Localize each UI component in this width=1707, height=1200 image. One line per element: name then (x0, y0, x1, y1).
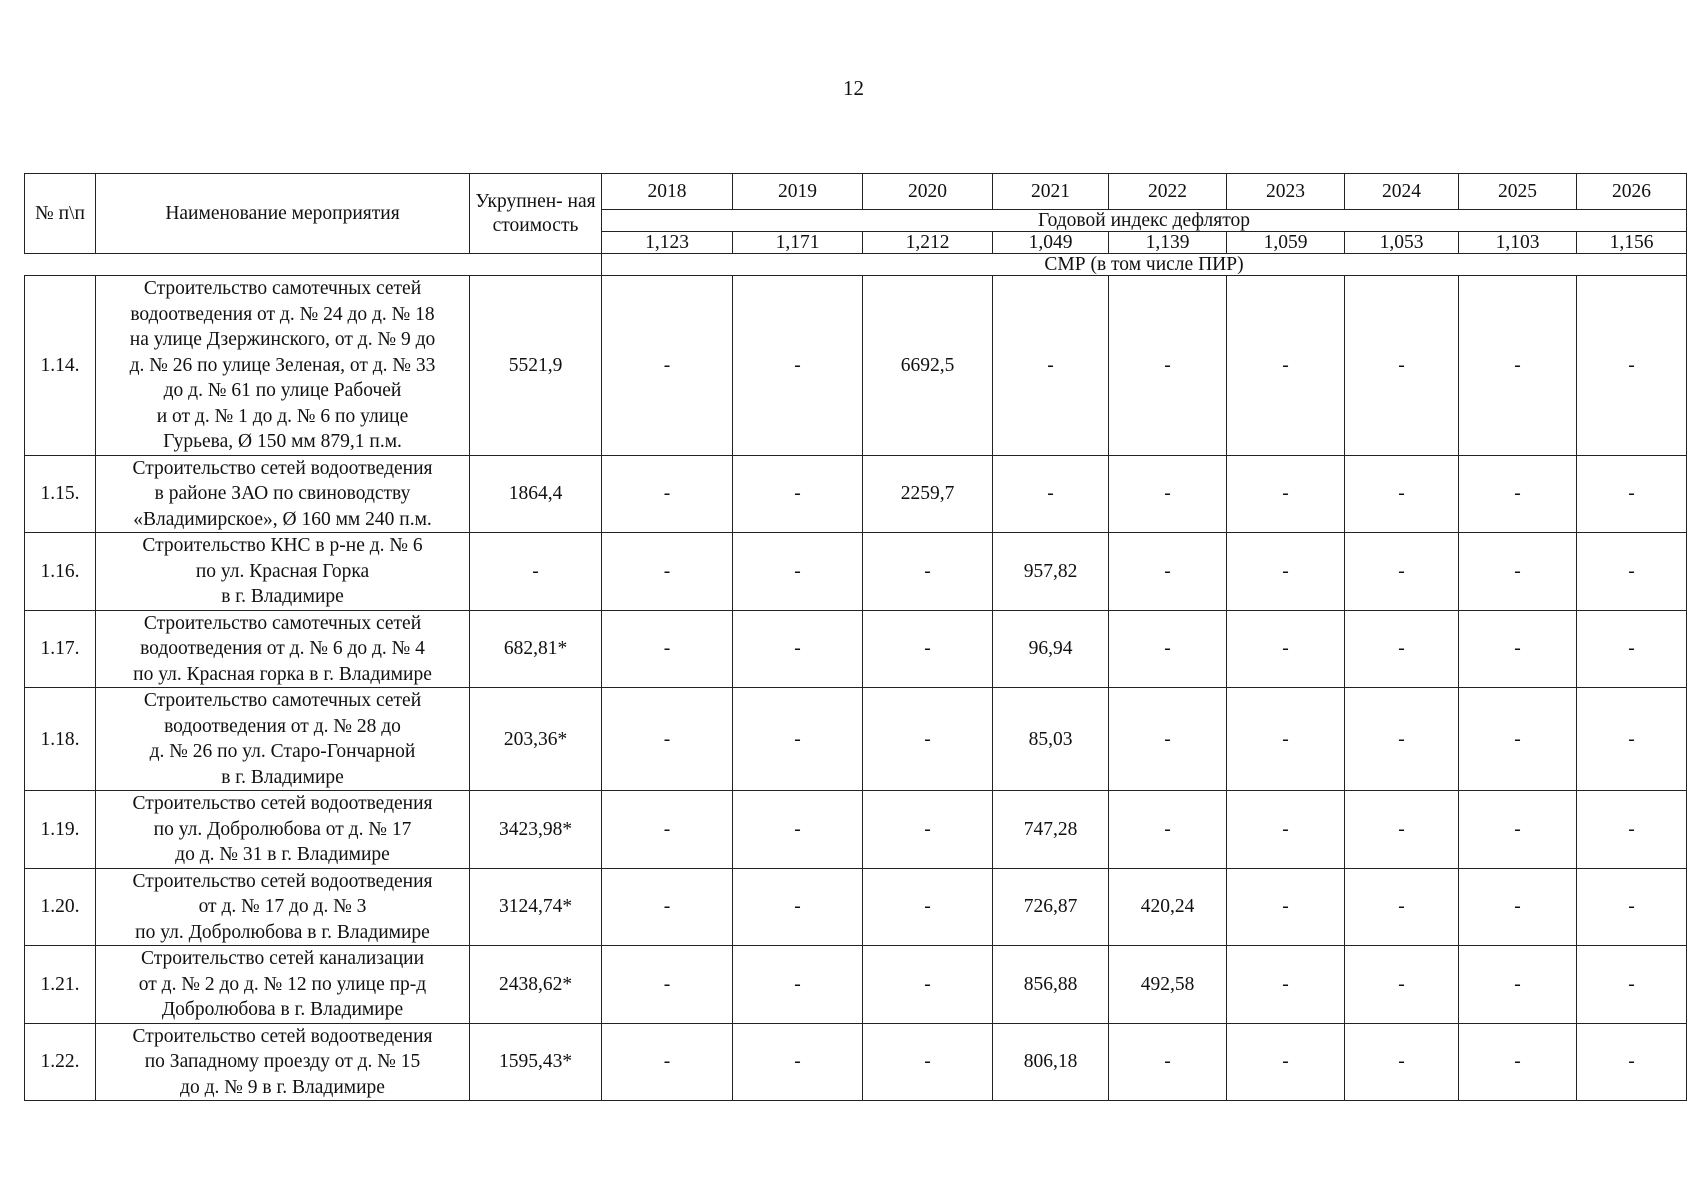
row-activity-name (96, 533, 470, 611)
row-year-value: - (1577, 868, 1687, 946)
row-activity-name (96, 791, 470, 869)
row-year-value: - (863, 791, 993, 869)
row-year-value: - (1227, 1023, 1345, 1101)
row-year-value: - (1345, 868, 1459, 946)
row-year-value: - (733, 868, 863, 946)
activity-name-line: от д. № 2 до д. № 12 по улице пр-д (138, 973, 427, 995)
row-year-value: - (602, 610, 733, 688)
row-year-value: - (1109, 276, 1227, 456)
header-year: 2019 (733, 174, 863, 210)
row-year-value: - (1459, 533, 1577, 611)
activity-name-line: до д. № 61 по улице Рабочей (163, 380, 402, 401)
row-year-value: - (1459, 1023, 1577, 1101)
header-year: 2026 (1577, 174, 1687, 210)
row-activity-name (96, 946, 470, 1024)
page-number: 12 (843, 76, 864, 100)
row-year-value: - (863, 1023, 993, 1101)
table-row (25, 610, 1687, 688)
row-year-value: 957,82 (993, 533, 1109, 611)
row-year-value: - (1577, 610, 1687, 688)
header-deflator-label: Годовой индекс дефлятор (602, 210, 1687, 232)
row-year-value: - (602, 791, 733, 869)
row-year-value: 85,03 (993, 688, 1109, 791)
row-year-value: - (863, 533, 993, 611)
row-number: 1.19. (25, 791, 96, 869)
table-row (25, 1023, 1687, 1101)
row-year-value: 747,28 (993, 791, 1109, 869)
row-year-value: - (1459, 455, 1577, 533)
row-year-value: - (1227, 533, 1345, 611)
header-smr-label: СМР (в том числе ПИР) (602, 254, 1687, 276)
row-year-value: - (1577, 533, 1687, 611)
investment-schedule-table (24, 173, 1687, 1101)
row-year-value: - (1227, 455, 1345, 533)
row-year-value: - (1459, 276, 1577, 456)
row-number: 1.17. (25, 610, 96, 688)
table-row (25, 946, 1687, 1024)
activity-name-line: д. № 26 по ул. Старо-Гончарной (149, 741, 416, 762)
row-year-value: - (1345, 610, 1459, 688)
header-deflator-value: 1,053 (1345, 232, 1459, 254)
row-year-value: - (1109, 688, 1227, 791)
header-deflator-value: 1,212 (863, 232, 993, 254)
row-year-value: - (1345, 455, 1459, 533)
row-number: 1.14. (25, 276, 96, 456)
row-year-value: - (602, 455, 733, 533)
row-year-value: - (863, 610, 993, 688)
row-year-value: 6692,5 (863, 276, 993, 456)
row-year-value: - (602, 276, 733, 456)
row-year-value: - (602, 868, 733, 946)
row-number: 1.20. (25, 868, 96, 946)
header-year: 2021 (993, 174, 1109, 210)
activity-name-line: Строительство сетей водоотведения (132, 793, 433, 814)
table-header (25, 174, 1687, 276)
row-year-value: - (733, 946, 863, 1024)
row-cost: 203,36* (470, 688, 602, 791)
header-spacer (25, 254, 602, 276)
row-activity-name (96, 868, 470, 946)
activity-name-line: в г. Владимире (221, 766, 344, 788)
header-deflator-value: 1,171 (733, 232, 863, 254)
row-year-value: - (1577, 946, 1687, 1024)
activity-name-line: по ул. Добролюбова в г. Владимире (135, 921, 430, 943)
activity-name-line: в г. Владимире (221, 586, 344, 607)
header-year: 2020 (863, 174, 993, 210)
row-year-value: - (1227, 946, 1345, 1024)
header-deflator-value: 1,123 (602, 232, 733, 254)
row-year-value: - (1109, 533, 1227, 611)
row-activity-name (96, 610, 470, 688)
activity-name-line: от д. № 17 до д. № 3 (198, 896, 367, 917)
row-year-value: - (602, 688, 733, 791)
row-year-value: 420,24 (1109, 868, 1227, 946)
row-cost: - (470, 533, 602, 611)
header-name-label: Наименование мероприятия (165, 202, 400, 224)
table-row (25, 868, 1687, 946)
row-cost: 3124,74* (470, 868, 602, 946)
row-year-value: - (1577, 276, 1687, 456)
row-number: 1.22. (25, 1023, 96, 1101)
row-year-value: - (863, 688, 993, 791)
row-activity-name (96, 1023, 470, 1101)
row-number: 1.15. (25, 455, 96, 533)
row-year-value: 96,94 (993, 610, 1109, 688)
activity-name-line: до д. № 31 в г. Владимире (175, 844, 390, 865)
header-deflator-value: 1,103 (1459, 232, 1577, 254)
activity-name-line: водоотведения от д. № 24 до д. № 18 (130, 303, 435, 325)
row-year-value: - (1577, 1023, 1687, 1101)
row-year-value: - (1227, 688, 1345, 791)
activity-name-line: по ул. Красная Горка (195, 560, 370, 582)
header-cost (470, 174, 602, 254)
row-year-value: - (1345, 533, 1459, 611)
row-year-value: - (1109, 791, 1227, 869)
row-year-value: - (1577, 791, 1687, 869)
row-year-value: - (602, 1023, 733, 1101)
table-row (25, 455, 1687, 533)
activity-name-line: до д. № 9 в г. Владимире (180, 1076, 385, 1098)
row-year-value: - (1459, 688, 1577, 791)
row-year-value: - (733, 455, 863, 533)
header-num-label: № п\п (35, 202, 85, 224)
header-deflator-value: 1,156 (1577, 232, 1687, 254)
row-year-value: - (1459, 791, 1577, 869)
activity-name-line: Строительство сетей канализации (140, 948, 425, 969)
activity-name-line: Строительство сетей водоотведения (132, 870, 433, 892)
row-year-value: - (1459, 868, 1577, 946)
row-year-value: 492,58 (1109, 946, 1227, 1024)
activity-name-line: Строительство самотечных сетей (143, 690, 422, 711)
row-cost: 3423,98* (470, 791, 602, 869)
activity-name-line: и от д. № 1 до д. № 6 по улице (156, 405, 409, 427)
row-cost: 2438,62* (470, 946, 602, 1024)
row-year-value: - (1345, 276, 1459, 456)
activity-name-line: водоотведения от д. № 28 до (164, 715, 401, 737)
row-year-value: - (1227, 791, 1345, 869)
row-year-value: - (1577, 455, 1687, 533)
header-deflator-value: 1,049 (993, 232, 1109, 254)
row-year-value: - (1345, 688, 1459, 791)
row-year-value: 726,87 (993, 868, 1109, 946)
row-cost: 1595,43* (470, 1023, 602, 1101)
row-year-value: - (733, 791, 863, 869)
row-year-value: - (1577, 688, 1687, 791)
row-year-value: 856,88 (993, 946, 1109, 1024)
table-row (25, 688, 1687, 791)
header-year: 2024 (1345, 174, 1459, 210)
activity-name-line: в районе ЗАО по свиноводству (154, 483, 411, 504)
activity-name-line: Гурьева, Ø 150 мм 879,1 п.м. (163, 431, 402, 452)
row-year-value: - (733, 1023, 863, 1101)
row-cost: 5521,9 (470, 276, 602, 456)
row-year-value: - (1345, 946, 1459, 1024)
header-year: 2025 (1459, 174, 1577, 210)
activity-name-line: Строительство сетей водоотведения (132, 457, 433, 479)
row-year-value: - (733, 533, 863, 611)
header-num (25, 174, 96, 254)
row-year-value: - (1109, 455, 1227, 533)
row-year-value: - (1109, 1023, 1227, 1101)
row-year-value: - (1109, 610, 1227, 688)
row-year-value: - (1459, 610, 1577, 688)
table-row (25, 276, 1687, 456)
row-number: 1.21. (25, 946, 96, 1024)
header-name (96, 174, 470, 254)
activity-name-line: Строительство самотечных сетей (143, 612, 422, 634)
row-year-value: - (863, 868, 993, 946)
table-body (25, 276, 1687, 1101)
row-year-value: - (602, 946, 733, 1024)
row-year-value: - (1227, 610, 1345, 688)
row-year-value: - (1459, 946, 1577, 1024)
row-year-value: - (1345, 791, 1459, 869)
activity-name-line: «Владимирское», Ø 160 мм 240 п.м. (133, 508, 432, 530)
activity-name-line: Добролюбова в г. Владимире (161, 999, 404, 1020)
row-activity-name (96, 688, 470, 791)
table-row (25, 533, 1687, 611)
row-year-value: - (993, 276, 1109, 456)
header-deflator-value: 1,059 (1227, 232, 1345, 254)
header-year: 2023 (1227, 174, 1345, 210)
activity-name-line: на улице Дзержинского, от д. № 9 до (129, 329, 436, 350)
row-year-value: - (733, 610, 863, 688)
row-year-value: - (993, 455, 1109, 533)
header-year: 2018 (602, 174, 733, 210)
row-year-value: - (1227, 276, 1345, 456)
row-cost: 1864,4 (470, 455, 602, 533)
row-activity-name (96, 276, 470, 456)
activity-name-line: водоотведения от д. № 6 до д. № 4 (140, 638, 425, 659)
row-year-value: 806,18 (993, 1023, 1109, 1101)
row-year-value: - (602, 533, 733, 611)
row-number: 1.16. (25, 533, 96, 611)
activity-name-line: Строительство самотечных сетей (143, 278, 422, 299)
row-year-value: - (733, 688, 863, 791)
header-deflator-value: 1,139 (1109, 232, 1227, 254)
activity-name-line: Строительство КНС в р-не д. № 6 (142, 535, 423, 556)
table-row (25, 791, 1687, 869)
row-year-value: - (1345, 1023, 1459, 1101)
activity-name-line: по ул. Добролюбова от д. № 17 (153, 818, 412, 840)
header-year: 2022 (1109, 174, 1227, 210)
row-year-value: - (863, 946, 993, 1024)
activity-name-line: д. № 26 по улице Зеленая, от д. № 33 (129, 354, 436, 376)
activity-name-line: Строительство сетей водоотведения (132, 1025, 433, 1047)
row-number: 1.18. (25, 688, 96, 791)
row-year-value: - (733, 276, 863, 456)
row-year-value: 2259,7 (863, 455, 993, 533)
row-year-value: - (1227, 868, 1345, 946)
header-cost-label: Укрупнен- ная стоимость (475, 190, 596, 236)
activity-name-line: по Западному проезду от д. № 15 (144, 1051, 421, 1072)
row-cost: 682,81* (470, 610, 602, 688)
row-activity-name (96, 455, 470, 533)
activity-name-line: по ул. Красная горка в г. Владимире (133, 663, 432, 685)
